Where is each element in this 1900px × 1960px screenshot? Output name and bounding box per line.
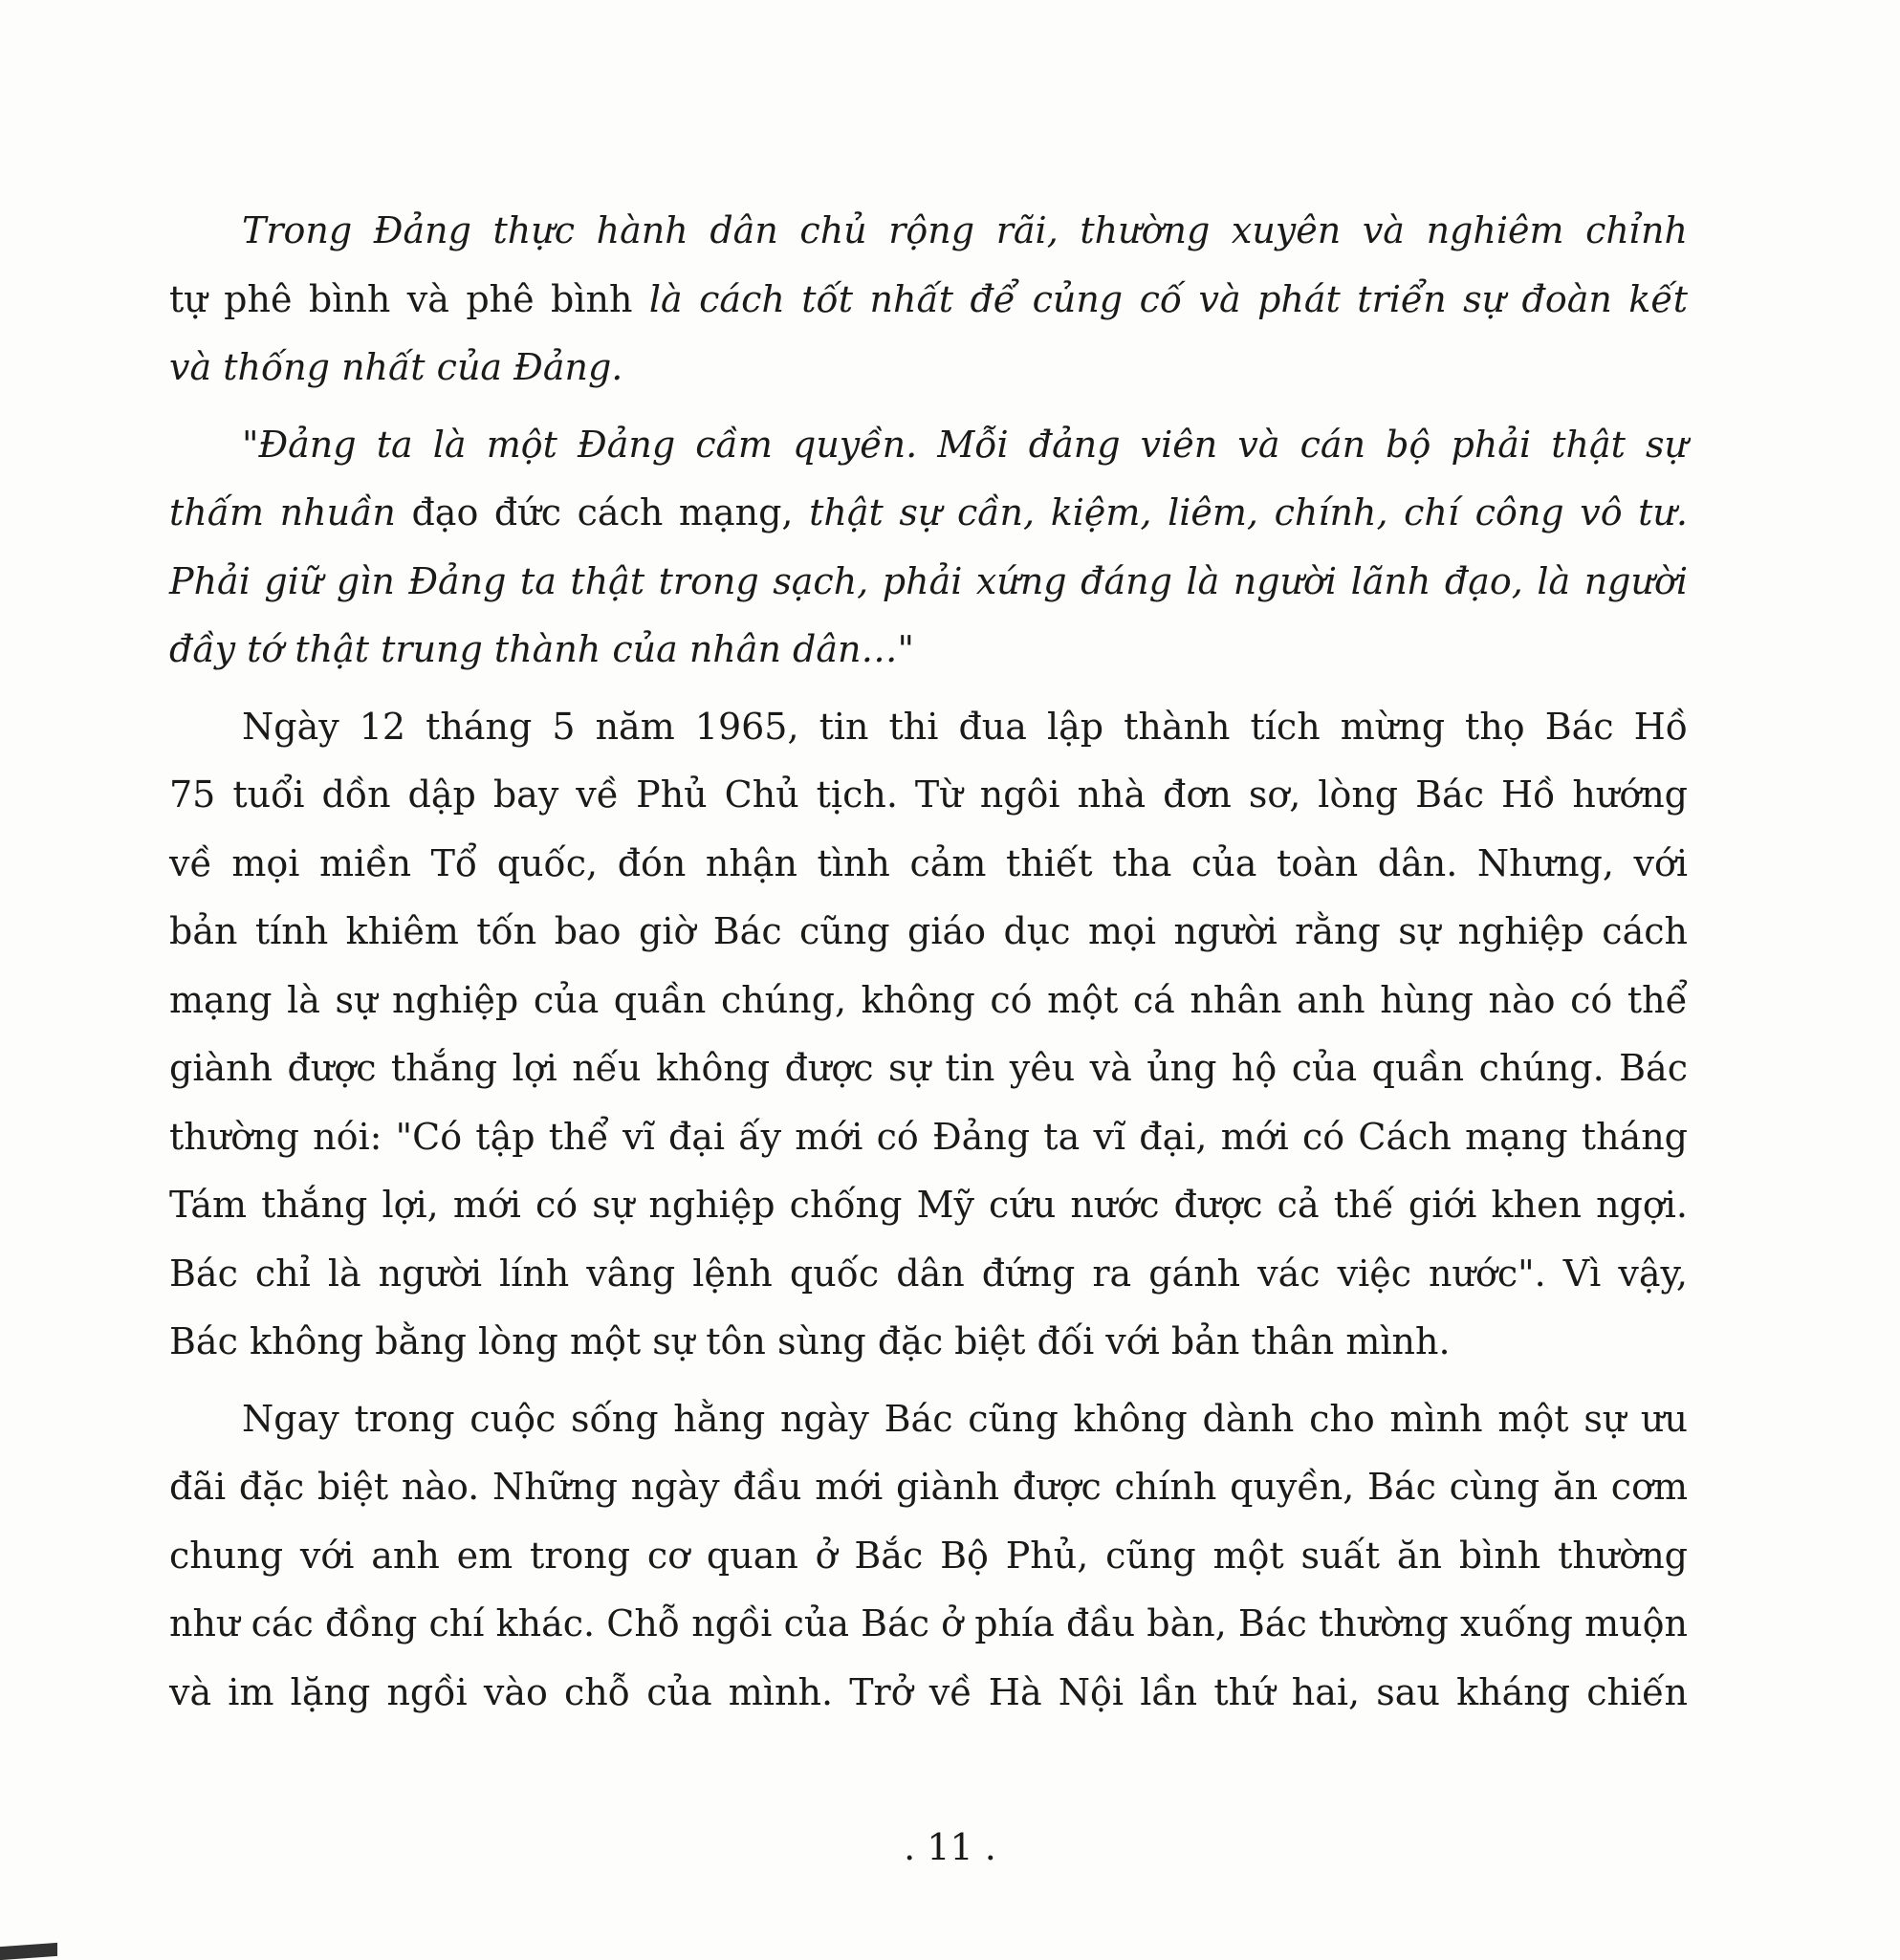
paragraph bbox=[169, 197, 1688, 403]
text-segment: Ngay trong cuộc sống hằng ngày Bác cũng không dành cho mình một sự ưu bbox=[242, 1397, 1688, 1440]
text-line bbox=[169, 548, 1688, 617]
text-segment: đạo đức cách mạng, bbox=[395, 491, 810, 534]
text-segment: Bác chỉ là người lính vâng lệnh quốc dân đứng ra gánh vác việc nước". Vì vậy, bbox=[169, 1252, 1688, 1295]
text-segment: tự phê bình và phê bình bbox=[169, 277, 649, 320]
paragraph bbox=[169, 411, 1688, 685]
text-line bbox=[169, 1034, 1688, 1103]
text-segment: mạng là sự nghiệp của quần chúng, không có một cá nhân anh hùng nào có thể bbox=[169, 978, 1688, 1021]
text-line bbox=[169, 898, 1688, 967]
text-segment: về mọi miền Tổ quốc, đón nhận tình cảm thiết tha của toàn dân. Nhưng, với bbox=[169, 841, 1688, 884]
page-number: . 11 . bbox=[904, 1826, 996, 1868]
text-line bbox=[169, 334, 1688, 403]
text-segment: 75 tuổi dồn dập bay về Phủ Chủ tịch. Từ ngôi nhà đơn sơ, lòng Bác Hồ hướng bbox=[169, 773, 1688, 816]
text-line bbox=[169, 1590, 1688, 1659]
text-line bbox=[169, 616, 1688, 685]
text-line bbox=[169, 1103, 1688, 1172]
paragraph bbox=[169, 693, 1688, 1377]
text-segment: như các đồng chí khác. Chỗ ngồi của Bác ở phía đầu bàn, Bác thường xuống muộn bbox=[169, 1602, 1688, 1644]
text-line bbox=[169, 693, 1688, 762]
text-segment: Ngày 12 tháng 5 năm 1965, tin thi đua lập thành tích mừng thọ Bác Hồ bbox=[242, 705, 1688, 748]
text-segment: bản tính khiêm tốn bao giờ Bác cũng giáo dục mọi người rằng sự nghiệp cách bbox=[169, 910, 1688, 952]
text-line bbox=[169, 1522, 1688, 1591]
text-line bbox=[169, 197, 1688, 266]
italic-text: Trong Đảng thực hành dân chủ rộng rãi, thường xuyên và nghiêm chỉnh bbox=[242, 209, 1688, 251]
text-segment: giành được thắng lợi nếu không được sự tin yêu và ủng hộ của quần chúng. Bác bbox=[169, 1047, 1688, 1089]
italic-text: đầy tớ thật trung thành của nhân dân…" bbox=[169, 628, 914, 670]
italic-text: là cách tốt nhất để củng cố và phát triển sự đoàn kết bbox=[648, 277, 1688, 320]
page-corner-shadow bbox=[0, 1943, 57, 1960]
text-line bbox=[169, 1171, 1688, 1240]
text-line bbox=[169, 761, 1688, 830]
text-segment: Tám thắng lợi, mới có sự nghiệp chống Mỹ cứu nước được cả thế giới khen ngợi. bbox=[169, 1184, 1688, 1226]
text-line bbox=[169, 1385, 1688, 1454]
text-line bbox=[169, 1240, 1688, 1309]
text-segment: và im lặng ngồi vào chỗ của mình. Trở về Hà Nội lần thứ hai, sau kháng chiến bbox=[169, 1670, 1688, 1713]
italic-text: và thống nhất của Đảng. bbox=[169, 346, 623, 388]
text-segment: chung với anh em trong cơ quan ở Bắc Bộ Phủ, cũng một suất ăn bình thường bbox=[169, 1534, 1688, 1577]
body-text bbox=[169, 197, 1688, 1735]
text-line bbox=[169, 1453, 1688, 1522]
text-line bbox=[169, 830, 1688, 899]
text-line bbox=[169, 479, 1688, 548]
italic-text: Phải giữ gìn Đảng ta thật trong sạch, phải xứng đáng là người lãnh đạo, là người bbox=[169, 559, 1688, 602]
text-line bbox=[169, 1308, 1688, 1377]
text-segment: Bác không bằng lòng một sự tôn sùng đặc biệt đối với bản thân mình. bbox=[169, 1320, 1451, 1362]
text-segment: đãi đặc biệt nào. Những ngày đầu mới giành được chính quyền, Bác cùng ăn cơm bbox=[169, 1466, 1688, 1508]
text-line bbox=[169, 411, 1688, 480]
text-line bbox=[169, 967, 1688, 1035]
text-line bbox=[169, 266, 1688, 335]
text-segment: thường nói: "Có tập thể vĩ đại ấy mới có Đảng ta vĩ đại, mới có Cách mạng tháng bbox=[169, 1115, 1688, 1158]
italic-text: "Đảng ta là một Đảng cầm quyền. Mỗi đảng viên và cán bộ phải thật sự bbox=[242, 423, 1688, 466]
paragraph bbox=[169, 1385, 1688, 1728]
italic-text: thấm nhuần bbox=[169, 491, 396, 534]
italic-text: thật sự cần, kiệm, liêm, chính, chí công vô tư. bbox=[809, 491, 1689, 534]
text-line bbox=[169, 1659, 1688, 1728]
